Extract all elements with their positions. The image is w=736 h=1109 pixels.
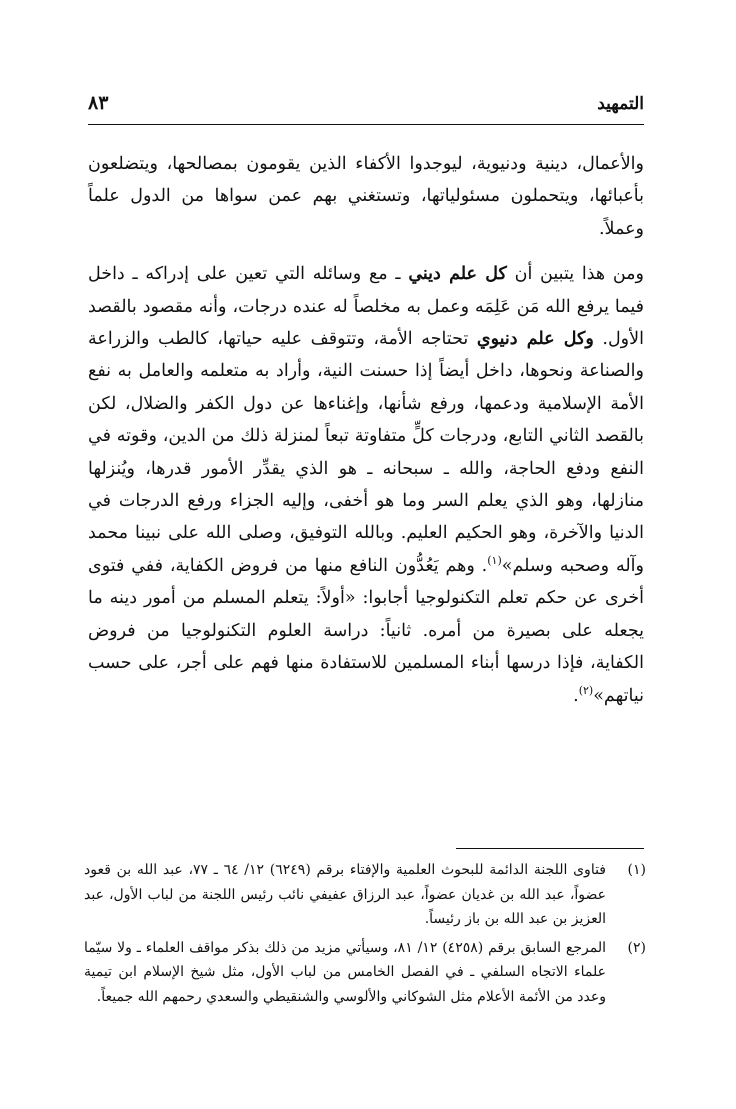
footnote-text: المرجع السابق برقم (٤٢٥٨) ١٢/ ٨١، وسيأتي مزيد من ذلك بذكر مواقف العلماء ـ ولا سيّما علماء الاتجاه السلفي ـ في الفصل الخامس من لباب الأول، مثل شيخ الإسلام ابن تيمية وعدد من الأئمة الأعلام مثل الشوكاني والألوسي والشنقيطي والسعدي رحمهم الله جميعاً. [84,939,606,1005]
footnote-number: (١) [627,862,646,878]
header-rule [88,124,644,125]
footnotes [84,858,646,1013]
paragraph-2-intro: ومن هذا يتبين أن [514,264,644,285]
footnote-separator [456,848,644,849]
paragraph-1: والأعمال، دينية ودنيوية، ليوجدوا الأكفاء الذين يقومون بمصالحها، ويتضلعون بأعبائها، ويتحملون مسئولياتها، وتستغني بهم عمن سواها من الدول علماً وعملاً. [88,154,644,239]
main-text [88,148,644,712]
footnote-number: (٢) [627,939,646,956]
page-number: ٨٣ [88,92,109,114]
bold-worldly-knowledge: وكل علم دنيوي [476,329,594,350]
paragraph-2-part-c: تحتاجه الأمة، وتتوقف عليه حياتها، كالطب والزراعة والصناعة ونحوها، داخل أيضاً إذا حسنت النية، وأراد به متعلمه والعامل به نفع الأمة الإسلامية ودعمها، ورفع شأنها، وإغناءها عن دول الكفر والضلال، لكن بالقصد الثاني التابع، ودرجات كلٍّ متفاوتة تبعاً لمنزلة ذلك من الدين، وقوته في النفع ودفع الحاجة، والله ـ سبحانه ـ هو الذي يقدِّر الأمور قدرها، ويُنزلها منازلها، وهو الذي يعلم السر وما هو أخفى، وإليه الجزاء ورفع الدرجات في الدنيا والآخرة، وهو الحكيم العليم. وبالله التوفيق، وصلى الله على نبينا محمد وآله وصحبه وسلم» [88,329,644,576]
paragraph-2 [88,258,644,712]
footnote-ref-2[interactable]: (٢) [578,683,594,697]
paragraph-2-end: . [573,685,579,706]
footnote-1 [84,858,646,932]
bold-religious-knowledge: كل علم ديني [408,264,507,285]
footnote-2 [84,936,646,1010]
running-title: التمهيد [597,94,644,114]
footnote-text: فتاوى اللجنة الدائمة للبحوث العلمية والإفتاء برقم (٦٢٤٩) ١٢/ ٦٤ ـ ٧٧، عبد الله بن قعود عضواً، عبد الله بن غديان عضواً، عبد الرزاق عفيفي نائب رئيس اللجنة من لباب الأول، عبد العزيز بن عبد الله بن باز رئيساً. [84,862,606,927]
page-header [88,92,644,122]
paragraph-2-part-b: ـ مع وسائله التي تعين على إدراكه ـ داخل فيما يرفع الله مَن عَلِمَه وعمل به مخلصاً له عنده درجات، وأنه مقصود بالقصد الأول. [88,264,644,350]
footnote-ref-1[interactable]: (١) [487,554,502,568]
paragraph-2-part-d: . وهم يَعُدُّون النافع منها من فروض الكفاية، ففي فتوى أخرى عن حكم تعلم التكنولوجيا أجابوا: «أولاً: يتعلم المسلم من أمور دينه ما يجعله على بصيرة من أمره. ثانياً: دراسة العلوم التكنولوجيا من فروض الكفاية، فإذا درسها أبناء المسلمين للاستفادة منها فهم على أجر، على حسب نياتهم» [88,555,644,706]
